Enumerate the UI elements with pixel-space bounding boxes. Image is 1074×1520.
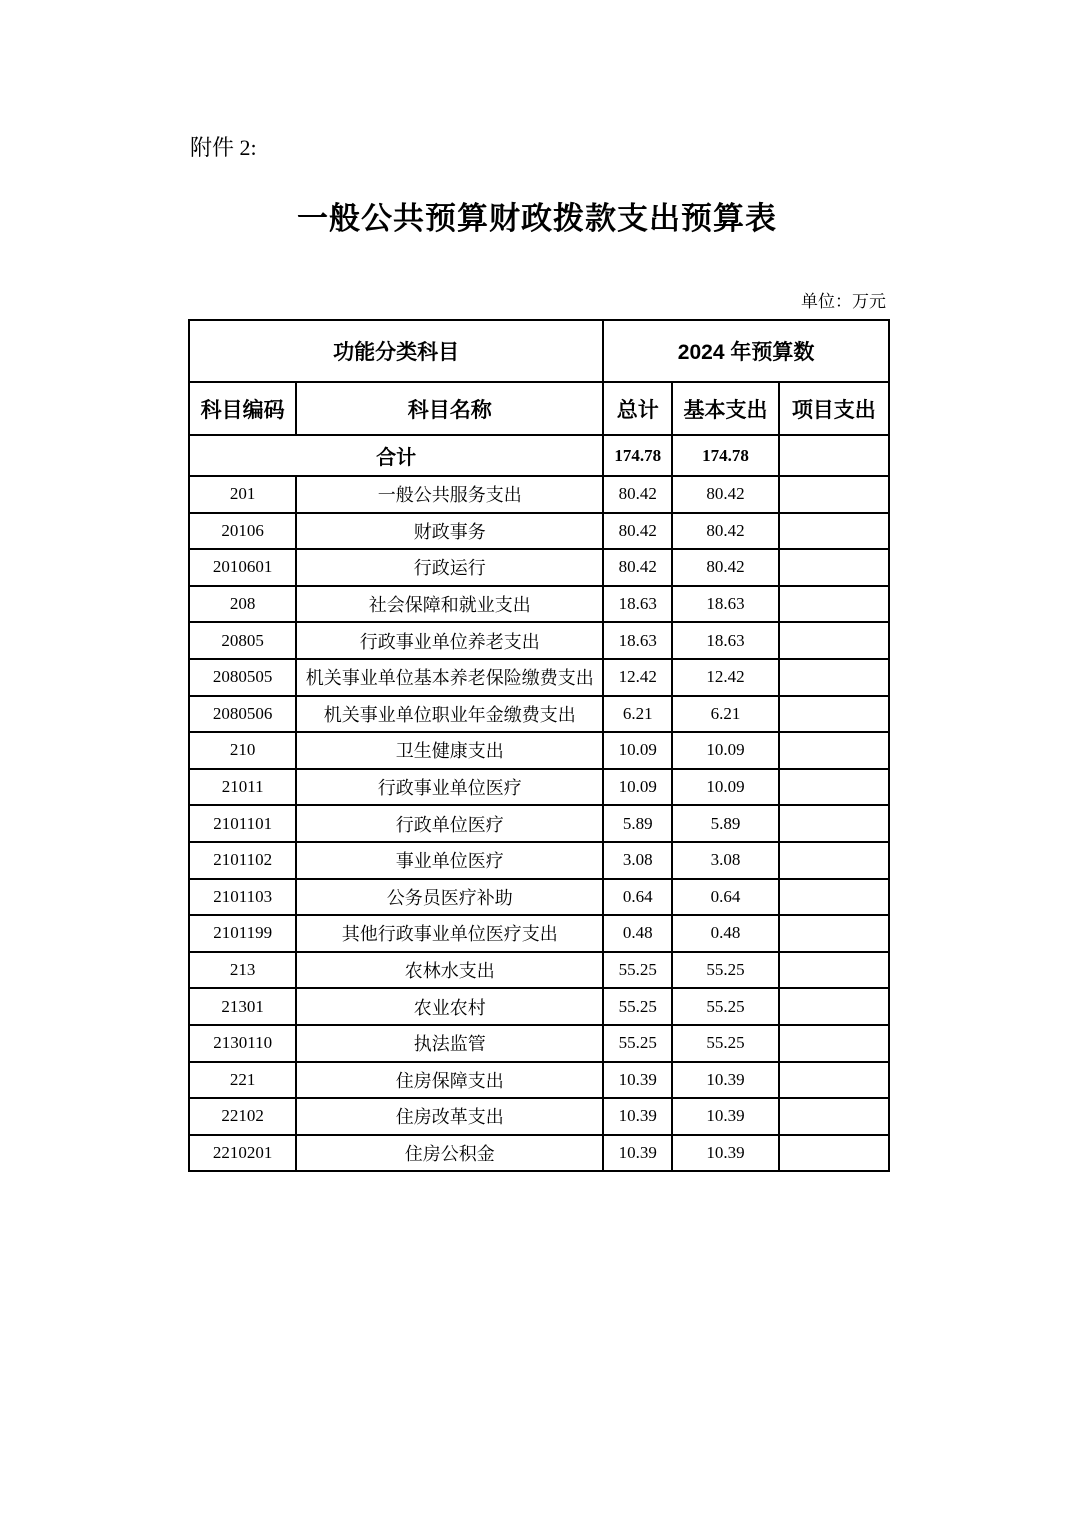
subject-name: 其他行政事业单位医疗支出 xyxy=(296,915,603,952)
header-subject-name: 科目名称 xyxy=(296,382,603,435)
subject-code: 201 xyxy=(189,476,296,513)
total-value: 10.09 xyxy=(603,732,672,769)
basic-value: 18.63 xyxy=(672,586,778,623)
subject-name: 农业农村 xyxy=(296,988,603,1025)
subject-name: 行政单位医疗 xyxy=(296,805,603,842)
subject-code: 2101102 xyxy=(189,842,296,879)
project-value xyxy=(779,1062,889,1099)
table-row xyxy=(189,842,889,879)
attachment-label: 附件 2: xyxy=(190,135,257,160)
project-value xyxy=(779,622,889,659)
subject-name: 财政事务 xyxy=(296,513,603,550)
total-row-project xyxy=(779,435,889,476)
subject-name: 行政事业单位养老支出 xyxy=(296,622,603,659)
subject-name: 一般公共服务支出 xyxy=(296,476,603,513)
project-value xyxy=(779,879,889,916)
subject-name: 机关事业单位基本养老保险缴费支出 xyxy=(296,659,603,696)
total-value: 55.25 xyxy=(603,952,672,989)
total-value: 80.42 xyxy=(603,476,672,513)
table-row xyxy=(189,988,889,1025)
table-row xyxy=(189,1062,889,1099)
total-value: 0.64 xyxy=(603,879,672,916)
project-value xyxy=(779,732,889,769)
subject-code: 2080506 xyxy=(189,696,296,733)
basic-value: 55.25 xyxy=(672,1025,778,1062)
subject-name: 执法监管 xyxy=(296,1025,603,1062)
header-function-group: 功能分类科目 xyxy=(189,320,603,382)
header-basic-expense: 基本支出 xyxy=(672,382,778,435)
table-row xyxy=(189,732,889,769)
project-value xyxy=(779,1098,889,1135)
table-row xyxy=(189,879,889,916)
table-row xyxy=(189,549,889,586)
table-row xyxy=(189,1025,889,1062)
table-row xyxy=(189,952,889,989)
total-value: 10.39 xyxy=(603,1098,672,1135)
table-row xyxy=(189,622,889,659)
basic-value: 55.25 xyxy=(672,952,778,989)
subject-name: 事业单位医疗 xyxy=(296,842,603,879)
total-row xyxy=(189,435,889,476)
total-value: 80.42 xyxy=(603,513,672,550)
table-row xyxy=(189,476,889,513)
subject-code: 2101199 xyxy=(189,915,296,952)
project-value xyxy=(779,659,889,696)
subject-name: 社会保障和就业支出 xyxy=(296,586,603,623)
total-row-basic: 174.78 xyxy=(672,435,778,476)
subject-code: 221 xyxy=(189,1062,296,1099)
subject-name: 公务员医疗补助 xyxy=(296,879,603,916)
page-title: 一般公共预算财政拨款支出预算表 xyxy=(297,201,777,236)
subject-code: 210 xyxy=(189,732,296,769)
subject-name: 农林水支出 xyxy=(296,952,603,989)
subject-code: 2210201 xyxy=(189,1135,296,1172)
subject-code: 213 xyxy=(189,952,296,989)
table-header-columns-row xyxy=(189,382,889,435)
table-row xyxy=(189,696,889,733)
total-value: 3.08 xyxy=(603,842,672,879)
budget-table xyxy=(188,319,890,1172)
total-value: 6.21 xyxy=(603,696,672,733)
header-total: 总计 xyxy=(603,382,672,435)
header-budget-group: 2024 年预算数 xyxy=(603,320,889,382)
subject-name: 机关事业单位职业年金缴费支出 xyxy=(296,696,603,733)
table-row xyxy=(189,513,889,550)
basic-value: 12.42 xyxy=(672,659,778,696)
table-header-group-row xyxy=(189,320,889,382)
subject-name: 住房公积金 xyxy=(296,1135,603,1172)
table-row xyxy=(189,915,889,952)
project-value xyxy=(779,988,889,1025)
total-value: 0.48 xyxy=(603,915,672,952)
subject-name: 行政事业单位医疗 xyxy=(296,769,603,806)
total-row-total: 174.78 xyxy=(603,435,672,476)
total-value: 5.89 xyxy=(603,805,672,842)
basic-value: 10.09 xyxy=(672,769,778,806)
subject-code: 208 xyxy=(189,586,296,623)
subject-code: 2010601 xyxy=(189,549,296,586)
total-value: 10.39 xyxy=(603,1135,672,1172)
project-value xyxy=(779,915,889,952)
project-value xyxy=(779,1025,889,1062)
total-value: 55.25 xyxy=(603,1025,672,1062)
table-row xyxy=(189,1098,889,1135)
basic-value: 55.25 xyxy=(672,988,778,1025)
header-project-expense: 项目支出 xyxy=(779,382,889,435)
project-value xyxy=(779,476,889,513)
subject-name: 住房保障支出 xyxy=(296,1062,603,1099)
basic-value: 0.48 xyxy=(672,915,778,952)
subject-code: 2080505 xyxy=(189,659,296,696)
basic-value: 10.39 xyxy=(672,1098,778,1135)
subject-name: 住房改革支出 xyxy=(296,1098,603,1135)
subject-code: 20805 xyxy=(189,622,296,659)
total-value: 10.09 xyxy=(603,769,672,806)
subject-name: 卫生健康支出 xyxy=(296,732,603,769)
total-value: 18.63 xyxy=(603,622,672,659)
basic-value: 5.89 xyxy=(672,805,778,842)
basic-value: 10.39 xyxy=(672,1135,778,1172)
project-value xyxy=(779,586,889,623)
basic-value: 3.08 xyxy=(672,842,778,879)
table-row xyxy=(189,805,889,842)
header-subject-code: 科目编码 xyxy=(189,382,296,435)
total-row-label: 合计 xyxy=(189,435,603,476)
basic-value: 80.42 xyxy=(672,476,778,513)
project-value xyxy=(779,952,889,989)
basic-value: 6.21 xyxy=(672,696,778,733)
basic-value: 18.63 xyxy=(672,622,778,659)
subject-code: 2130110 xyxy=(189,1025,296,1062)
table-row xyxy=(189,769,889,806)
basic-value: 80.42 xyxy=(672,549,778,586)
project-value xyxy=(779,769,889,806)
total-value: 12.42 xyxy=(603,659,672,696)
subject-code: 2101103 xyxy=(189,879,296,916)
subject-name: 行政运行 xyxy=(296,549,603,586)
total-value: 10.39 xyxy=(603,1062,672,1099)
project-value xyxy=(779,1135,889,1172)
subject-code: 20106 xyxy=(189,513,296,550)
project-value xyxy=(779,549,889,586)
subject-code: 22102 xyxy=(189,1098,296,1135)
basic-value: 80.42 xyxy=(672,513,778,550)
total-value: 55.25 xyxy=(603,988,672,1025)
project-value xyxy=(779,513,889,550)
project-value xyxy=(779,696,889,733)
basic-value: 0.64 xyxy=(672,879,778,916)
table-row xyxy=(189,659,889,696)
total-value: 80.42 xyxy=(603,549,672,586)
table-row xyxy=(189,1135,889,1172)
project-value xyxy=(779,842,889,879)
project-value xyxy=(779,805,889,842)
total-value: 18.63 xyxy=(603,586,672,623)
subject-code: 2101101 xyxy=(189,805,296,842)
table-row xyxy=(189,586,889,623)
basic-value: 10.39 xyxy=(672,1062,778,1099)
subject-code: 21011 xyxy=(189,769,296,806)
subject-code: 21301 xyxy=(189,988,296,1025)
unit-note: 单位：万元 xyxy=(801,292,886,311)
basic-value: 10.09 xyxy=(672,732,778,769)
